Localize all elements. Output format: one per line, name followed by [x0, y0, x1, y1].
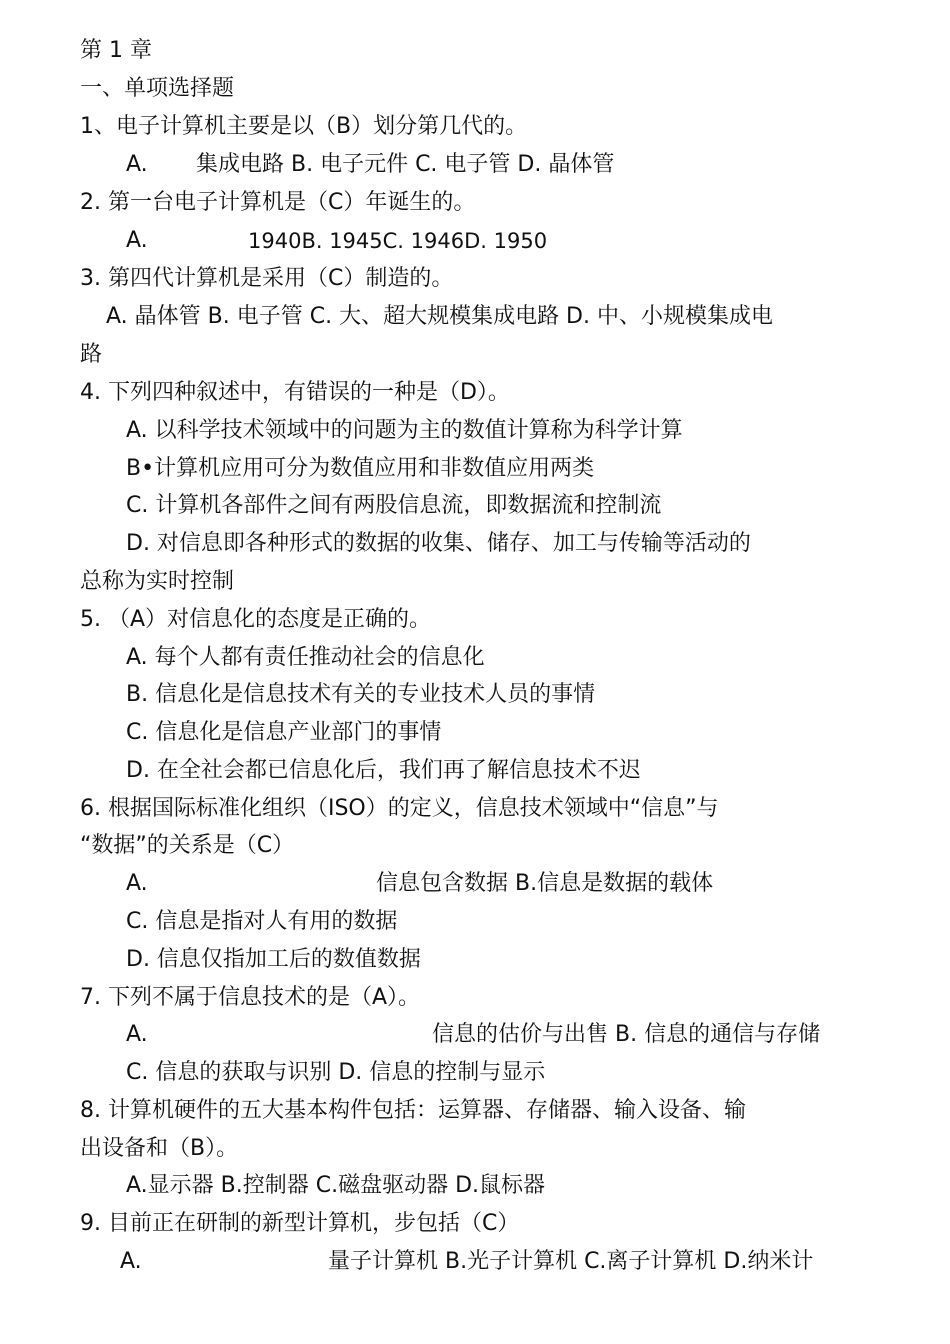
- question-5-option-c: C. 信息化是信息产业部门的事情: [126, 720, 442, 745]
- question-7-option-label: A.: [126, 1022, 148, 1047]
- question-8-stem-wrap: 出设备和（B）。: [80, 1136, 239, 1161]
- section-heading: 一、单项选择题: [80, 76, 235, 101]
- question-7-options-ab: 信息的估价与出售 B. 信息的通信与存储: [432, 1022, 821, 1047]
- question-2-option-label: A.: [126, 228, 148, 253]
- question-8-options: A.显示器 B.控制器 C.磁盘驱动器 D.鼠标器: [126, 1173, 546, 1198]
- question-4-option-c: C. 计算机各部件之间有两股信息流，即数据流和控制流: [126, 493, 662, 518]
- question-6-options-ab: 信息包含数据 B.信息是数据的载体: [376, 871, 714, 896]
- question-9-option-label: A.: [120, 1249, 142, 1274]
- question-6-option-label: A.: [126, 871, 148, 896]
- question-1-stem: 1、电子计算机主要是以（B）划分第几代的。: [80, 114, 528, 139]
- question-5-stem: 5. （A）对信息化的态度是正确的。: [80, 607, 432, 632]
- question-6-option-c: C. 信息是指对人有用的数据: [126, 909, 398, 934]
- question-4-option-a: A. 以科学技术领域中的问题为主的数值计算称为科学计算: [126, 418, 683, 443]
- question-6-option-d: D. 信息仅指加工后的数值数据: [126, 947, 421, 972]
- question-1-option-label: A.: [126, 152, 148, 177]
- question-8-stem: 8. 计算机硬件的五大基本构件包括：运算器、存储器、输入设备、输: [80, 1098, 746, 1123]
- question-4-option-d-wrap: 总称为实时控制: [80, 569, 235, 594]
- question-2-stem: 2. 第一台电子计算机是（C）年诞生的。: [80, 190, 476, 215]
- question-7-options-cd: C. 信息的获取与识别 D. 信息的控制与显示: [126, 1060, 546, 1085]
- question-4-stem: 4. 下列四种叙述中，有错误的一种是（D）。: [80, 380, 510, 405]
- question-6-stem: 6. 根据国际标准化组织（ISO）的定义，信息技术领域中“信息”与: [80, 796, 719, 821]
- chapter-heading: 第 1 章: [80, 38, 152, 63]
- question-4-option-d: D. 对信息即各种形式的数据的收集、储存、加工与传输等活动的: [126, 531, 751, 556]
- question-4-option-b: B•计算机应用可分为数值应用和非数值应用两类: [126, 456, 595, 481]
- question-5-option-a: A. 每个人都有责任推动社会的信息化: [126, 645, 485, 670]
- question-2-options: 1940B. 1945C. 1946D. 1950: [248, 229, 548, 253]
- question-3-options-wrap: 路: [80, 342, 103, 367]
- question-3-stem: 3. 第四代计算机是采用（C）制造的。: [80, 266, 454, 291]
- question-5-option-d: D. 在全社会都已信息化后，我们再了解信息技术不迟: [126, 758, 641, 783]
- question-7-stem: 7. 下列不属于信息技术的是（A）。: [80, 985, 421, 1010]
- question-9-options: 量子计算机 B.光子计算机 C.离子计算机 D.纳米计: [328, 1249, 814, 1274]
- question-6-stem-wrap: “数据”的关系是（C）: [80, 833, 295, 858]
- question-9-stem: 9. 目前正在研制的新型计算机，步包括（C）: [80, 1211, 520, 1236]
- question-3-options: A. 晶体管 B. 电子管 C. 大、超大规模集成电路 D. 中、小规模集成电: [106, 304, 773, 329]
- question-5-option-b: B. 信息化是信息技术有关的专业技术人员的事情: [126, 682, 596, 707]
- question-1-options: 集成电路 B. 电子元件 C. 电子管 D. 晶体管: [196, 152, 615, 177]
